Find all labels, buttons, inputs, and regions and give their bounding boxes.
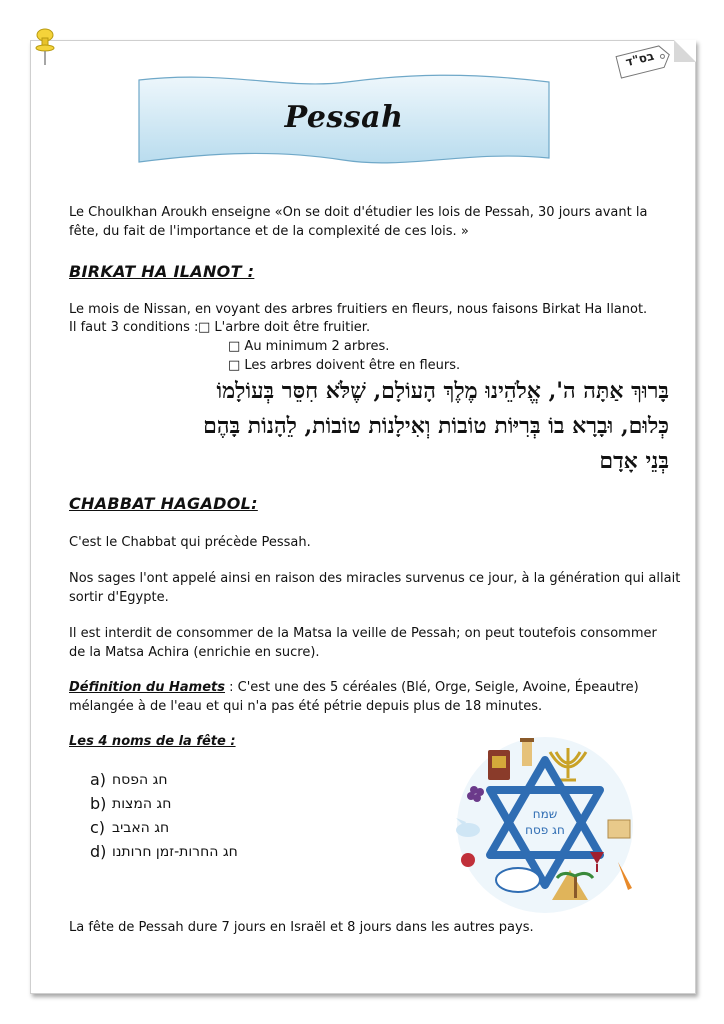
chabbat-p3-line-1: Il est interdit de consommer de la Matsa la veille de Pessah; on peut toutefois consommer (69, 626, 657, 641)
heading-four-names: Les 4 noms de la fête : (69, 734, 236, 749)
condition-item: □ Au minimum 2 arbres. (228, 339, 390, 354)
condition-item: □ L'arbre doit être fruitier. (198, 320, 371, 335)
scroll-icon (520, 738, 534, 766)
book-icon (488, 750, 510, 780)
list-item: c) חג האביב (90, 818, 170, 837)
footer-text: La fête de Pessah dure 7 jours en Israël et 8 jours dans les autres pays. (69, 920, 534, 935)
birkat-line-1: Le mois de Nissan, en voyant des arbres fruitiers en fleurs, nous faisons Birkat Ha Ilanot. (69, 302, 648, 317)
page-fold-corner (674, 40, 696, 62)
intro-line-2: fête, du fait de l'importance et de la complexité de ces lois. » (69, 224, 469, 239)
blessing-line-2: כְּלוּם, וּבָרָא בוֹ בְּרִיּוֹת טוֹבוֹת וְאִילָנוֹת טוֹבוֹת, לֵהָנוֹת בָּהֶם (203, 413, 669, 439)
carrot-icon (618, 862, 632, 890)
hamets-definition-label: Définition du Hamets (69, 680, 225, 695)
checkbox-icon: □ (228, 358, 245, 373)
seder-plate-icon (496, 868, 540, 892)
page-title: Pessah (284, 100, 404, 135)
pomegranate-icon (461, 853, 475, 867)
four-names-list (90, 768, 238, 864)
checkbox-icon: □ (228, 339, 245, 354)
blessing-line-1: בָּרוּךְ אַתָּה ה', אֱלֹהֵינוּ מֶלֶךְ הָעוֹלָם, שֶׁלֹּא חִסֵּר בְּעוֹלָמוֹ (216, 378, 669, 404)
heading-chabbat-hagadol: CHABBAT HAGADOL: (69, 494, 258, 513)
blessing-line-3: בְּנֵי אָדָם (599, 448, 669, 474)
hamets-definition-line-1: Définition du Hamets : C'est une des 5 céréales (Blé, Orge, Seigle, Avoine, Épeautre) (69, 680, 639, 695)
chabbat-p1: C'est le Chabbat qui précède Pessah. (69, 535, 311, 550)
bsd-text: בס"ד (624, 48, 656, 70)
checkbox-icon: □ (198, 320, 215, 335)
matzah-icon (608, 820, 630, 838)
hamets-definition-line-2: mélangée à de l'eau et qui n'a pas été pétrie depuis plus de 18 minutes. (69, 699, 543, 714)
conditions-label: Il faut 3 conditions : (69, 320, 199, 335)
list-item: d) חג החרות-זמן חרותנו (90, 842, 238, 861)
heading-birkat-ha-ilanot: BIRKAT HA ILANOT : (69, 262, 255, 281)
chabbat-p2-line-1: Nos sages l'ont appelé ainsi en raison des miracles survenus ce jour, à la génération qui allait (69, 571, 681, 586)
star-text-1: שמח (532, 807, 558, 821)
list-item: b) חג המצות (90, 794, 172, 813)
intro-line-1: Le Choulkhan Aroukh enseigne «On se doit d'étudier les lois de Pessah, 30 jours avant la (69, 205, 648, 220)
list-item: a) חג הפסח (90, 770, 168, 789)
chabbat-p3-line-2: de la Matsa Achira (enrichie en sucre). (69, 645, 320, 660)
pessah-illustration (440, 730, 650, 920)
condition-item: □ Les arbres doivent être en fleurs. (228, 358, 461, 373)
chabbat-p2-line-2: sortir d'Egypte. (69, 590, 169, 605)
star-text-2: חג פסח (525, 823, 565, 837)
pushpin-icon (34, 27, 56, 67)
